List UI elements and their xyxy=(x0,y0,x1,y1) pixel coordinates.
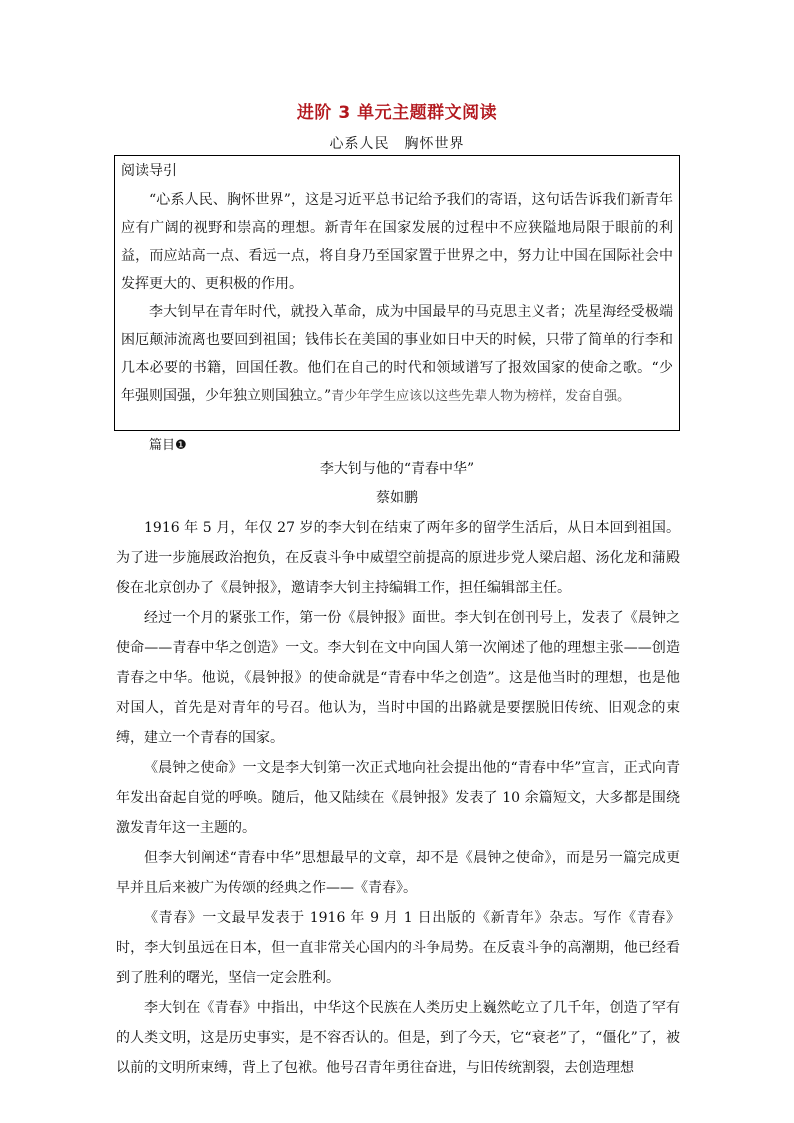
article-author: 蔡如鹏 xyxy=(376,490,418,506)
section-label: 篇目❶ xyxy=(149,438,187,453)
article-paragraph: 《青春》一文最早发表于 1916 年 9 月 1 日出版的《新青年》杂志。写作《青春》时，李大钊虽远在日本，但一直非常关心国内的斗争局势。在反袁斗争的高潮期，他已经看到了胜利的曙光，坚信一定会胜利。 xyxy=(116,910,680,986)
reading-guide-paragraph-2 xyxy=(121,298,673,411)
article-paragraph: 1916 年 5 月，年仅 27 岁的李大钊在结束了两年多的留学生活后，从日本回到祖国。为了进一步施展政治抱负，在反袁斗争中威望空前提高的原进步党人梁启超、汤化龙和蒲殿俊在北京创办了《晨钟报》，邀请李大钊主持编辑工作，担任编辑部主任。 xyxy=(116,520,680,596)
article-paragraph: 经过一个月的紧张工作，第一份《晨钟报》面世。李大钊在创刊号上，发表了《晨钟之使命——青春中华之创造》一文。李大钊在文中向国人第一次阐述了他的理想主张——创造青春之中华。他说，《晨钟报》的使命就是“青春中华之创造”。这是他当时的理想，也是他对国人，首先是对青年的号召。他认为，当时中国的出路就是要摆脱旧传统、旧观念的束缚，建立一个青春的国家。 xyxy=(116,610,680,746)
article-body xyxy=(116,513,680,1083)
reading-guide-paragraph-2-main: 李大钊早在青年时代，就投入革命，成为中国最早的马克思主义者；冼星海经受极端困厄颠沛流离也要回到祖国；钱伟长在美国的事业如日中天的时候，只带了简单的行李和几本必要的书籍，回国任教。他们在自己的时代和领域谱写了报效国家的使命之歌。“少年强则国强，少年独立则国独立。” xyxy=(121,304,673,404)
reading-guide-paragraph-2-tail: 青少年学生应该以这些先辈人物为榜样，发奋自强。 xyxy=(331,389,631,404)
article-paragraph: 但李大钊阐述“青春中华”思想最早的文章，却不是《晨钟之使命》，而是另一篇完成更早并且后来被广为传颂的经典之作——《青春》。 xyxy=(116,850,680,896)
page-title: 进阶 3 单元主题群文阅读 xyxy=(296,103,498,123)
article-paragraph: 《晨钟之使命》一文是李大钊第一次正式地向社会提出他的“青春中华”宣言，正式向青年发出奋起自觉的呼唤。随后，他又陆续在《晨钟报》发表了 10 余篇短文，大多都是围绕激发青年这一主题的。 xyxy=(116,760,680,836)
article-title: 李大钊与他的“青春中华” xyxy=(319,461,475,477)
article-paragraph: 李大钊在《青春》中指出，中华这个民族在人类历史上巍然屹立了几千年，创造了罕有的人类文明，这是历史事实，是不容否认的。但是，到了今天，它“衰老”了，“僵化”了，被以前的文明所束缚，背上了包袱。他号召青年勇往奋进，与旧传统割裂，去创造理想 xyxy=(116,1000,680,1076)
reading-guide-box xyxy=(114,155,680,431)
page-subtitle: 心系人民 胸怀世界 xyxy=(329,136,465,152)
reading-guide-paragraph-1: “心系人民、胸怀世界”，这是习近平总书记给予我们的寄语，这句话告诉我们新青年应有广阔的视野和崇高的理想。新青年在国家发展的过程中不应狭隘地局限于眼前的利益，而应站高一点、看远一点，将自身乃至国家置于世界之中，努力让中国在国际社会中发挥更大的、更积极的作用。 xyxy=(121,192,673,292)
reading-guide-label: 阅读导引 xyxy=(121,163,177,179)
